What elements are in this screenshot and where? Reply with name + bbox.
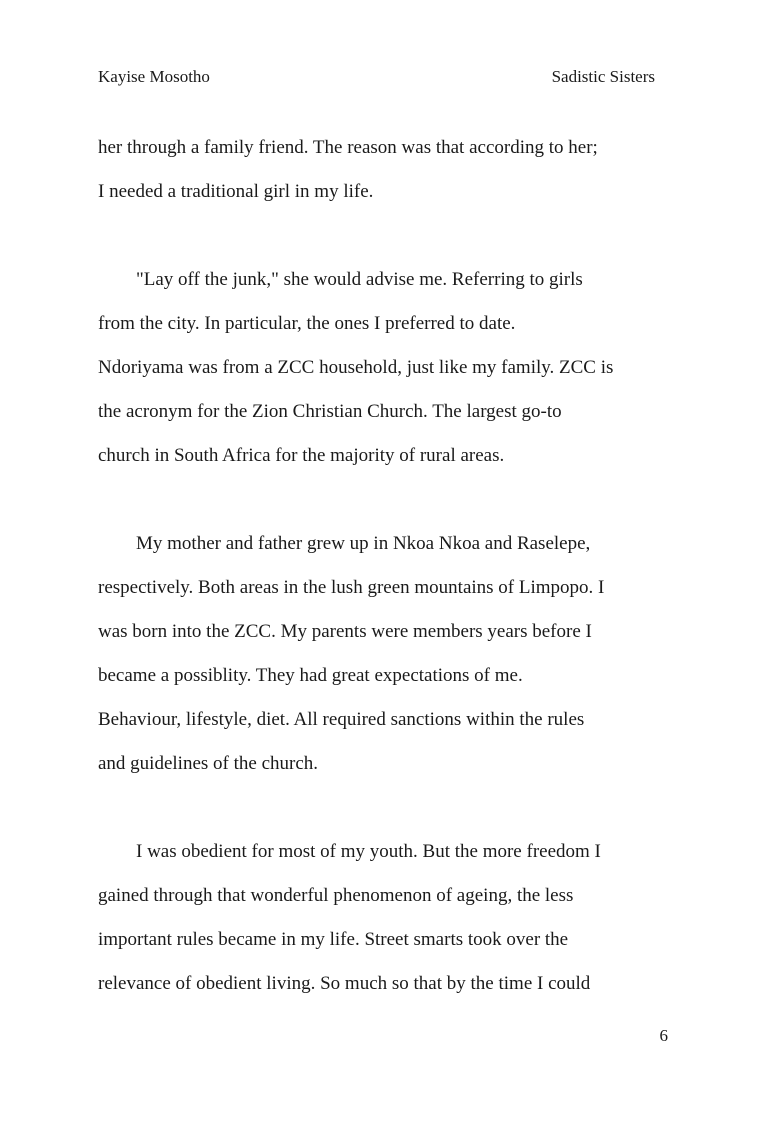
text-line: became a possiblity. They had great expectations of me. bbox=[98, 665, 523, 686]
paragraph-break bbox=[98, 478, 673, 522]
body-text bbox=[98, 126, 673, 1006]
paragraph-break bbox=[98, 786, 673, 830]
text-line: the acronym for the Zion Christian Church. The largest go-to bbox=[98, 401, 562, 422]
running-header bbox=[98, 67, 655, 89]
text-line: relevance of obedient living. So much so that by the time I could bbox=[98, 973, 591, 994]
text-line: "Lay off the junk," she would advise me. Referring to girls bbox=[136, 269, 583, 290]
text-line: important rules became in my life. Street smarts took over the bbox=[98, 929, 569, 950]
page-number: 6 bbox=[659, 1026, 668, 1045]
paragraph-break bbox=[98, 214, 673, 258]
text-line: was born into the ZCC. My parents were members years before I bbox=[98, 621, 592, 642]
text-line: gained through that wonderful phenomenon of ageing, the less bbox=[98, 885, 574, 906]
text-line: and guidelines of the church. bbox=[98, 753, 319, 774]
header-author: Kayise Mosotho bbox=[98, 67, 210, 86]
text-line: Ndoriyama was from a ZCC household, just like my family. ZCC is bbox=[98, 357, 614, 378]
text-line: from the city. In particular, the ones I preferred to date. bbox=[98, 313, 516, 334]
text-line: I was obedient for most of my youth. But the more freedom I bbox=[136, 841, 601, 862]
text-line: her through a family friend. The reason was that according to her; bbox=[98, 137, 598, 158]
text-line: Behaviour, lifestyle, diet. All required sanctions within the rules bbox=[98, 709, 585, 730]
text-line: respectively. Both areas in the lush green mountains of Limpopo. I bbox=[98, 577, 605, 598]
text-line: church in South Africa for the majority of rural areas. bbox=[98, 445, 505, 466]
header-book-title: Sadistic Sisters bbox=[551, 67, 655, 86]
text-line: I needed a traditional girl in my life. bbox=[98, 181, 374, 202]
text-line: My mother and father grew up in Nkoa Nkoa and Raselepe, bbox=[136, 533, 591, 554]
